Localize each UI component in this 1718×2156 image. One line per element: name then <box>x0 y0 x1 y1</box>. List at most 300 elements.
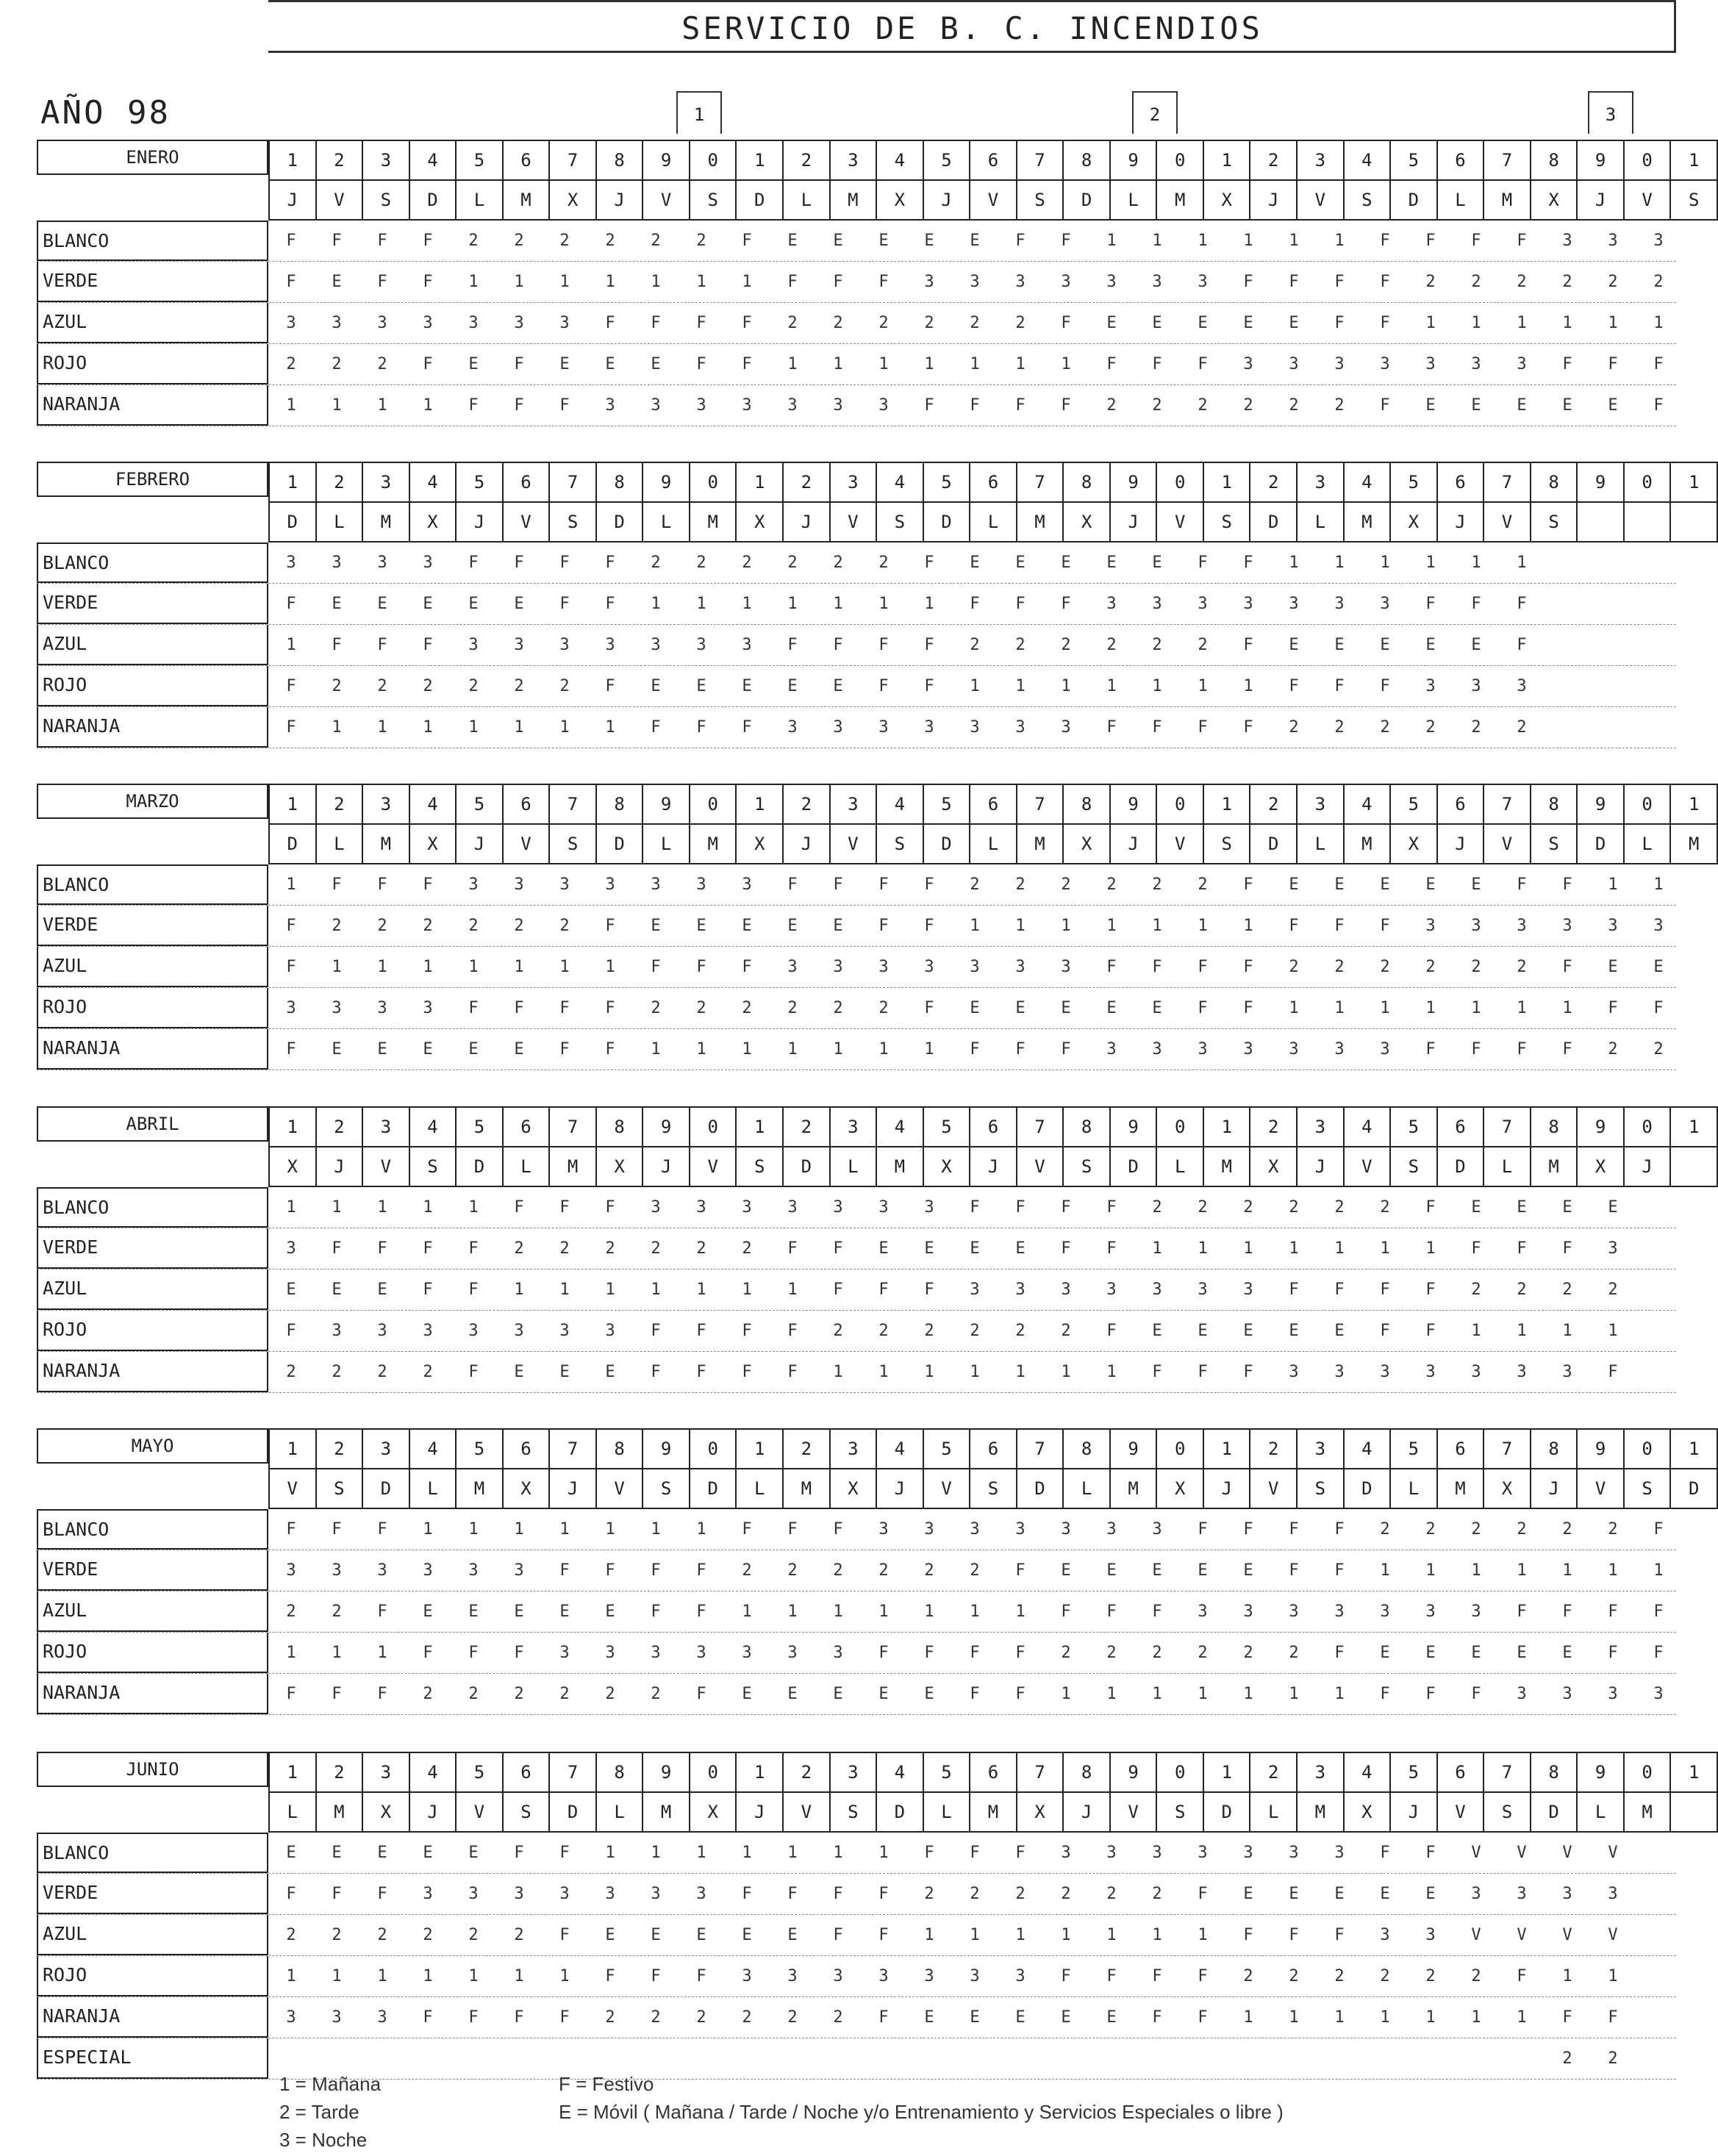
shift-cell: E <box>1289 314 1299 332</box>
weekday-cell: X <box>409 824 457 864</box>
shift-cell: 1 <box>651 1844 661 1862</box>
shift-cell <box>1043 2038 1089 2079</box>
shift-cell: F <box>1015 232 1026 250</box>
team-row <box>37 1956 1676 1997</box>
shift-cell: V <box>1562 1844 1572 1862</box>
weekday-cell: D <box>409 180 457 220</box>
shift-cell: 3 <box>332 554 342 572</box>
shift-cell: 3 <box>286 1561 296 1580</box>
shift-cell: 1 <box>1471 314 1481 332</box>
shift-cell: F <box>1015 1644 1026 1662</box>
shift-cell: E <box>377 1281 387 1299</box>
shift-cell: F <box>970 396 980 415</box>
shift-cell: 3 <box>1106 1040 1117 1059</box>
shift-cell: 3 <box>651 396 661 415</box>
day-grid <box>268 1428 1718 1509</box>
shift-cell: 3 <box>1471 1885 1481 1903</box>
shift-cell: 3 <box>833 1644 843 1662</box>
weekday-cell: V <box>1437 1792 1484 1832</box>
shift-cell: F <box>1562 1602 1572 1621</box>
shift-cell: E <box>1562 396 1572 415</box>
shift-cell: 2 <box>332 1926 342 1944</box>
day-number-cell: 0 <box>690 1752 737 1792</box>
shift-cell: 2 <box>1334 1198 1345 1217</box>
shift-cell: 2 <box>1289 958 1299 976</box>
shift-cell: 3 <box>742 1198 752 1217</box>
shift-cell: 2 <box>1106 1885 1117 1903</box>
shift-cell: 2 <box>651 999 661 1017</box>
day-number-cell: 6 <box>503 462 550 502</box>
day-number-cell: 8 <box>596 462 643 502</box>
shift-cell: E <box>332 595 342 613</box>
weekday-cell: X <box>1063 502 1110 542</box>
shift-cell: 2 <box>1425 1520 1436 1539</box>
day-number-cell: 7 <box>549 462 596 502</box>
shift-cell: F <box>833 875 843 894</box>
day-number-row <box>269 784 1717 824</box>
year-label: AÑO 98 <box>40 94 171 132</box>
shift-cell: F <box>1198 1520 1208 1539</box>
shift-cell: F <box>286 917 296 935</box>
day-grid <box>268 1106 1718 1187</box>
team-row <box>37 947 1676 988</box>
shift-cell: F <box>833 1520 843 1539</box>
shift-cell: E <box>1334 636 1345 654</box>
shift-cell: F <box>1380 273 1390 291</box>
shift-cell: 3 <box>1015 718 1026 737</box>
shift-cell: E <box>514 1363 524 1381</box>
day-number-cell: 2 <box>783 1107 830 1147</box>
legend-item-2: 2 = Tarde <box>279 2101 359 2123</box>
shift-cell: 3 <box>1015 958 1026 976</box>
shift-cell: 3 <box>286 554 296 572</box>
shift-cell: 2 <box>559 1239 570 1258</box>
shift-cell: 1 <box>787 595 798 613</box>
weekday-cell: V <box>643 180 690 220</box>
shift-cell: 2 <box>970 1561 980 1580</box>
shift-cell: 2 <box>468 677 479 695</box>
team-row <box>37 1874 1676 1915</box>
shift-cell: F <box>696 314 706 332</box>
shift-cell: 1 <box>423 396 433 415</box>
shift-cell: 3 <box>1289 1602 1299 1621</box>
shift-cell: 2 <box>1562 2049 1572 2068</box>
shift-cell: 3 <box>1562 917 1572 935</box>
day-number-cell: 3 <box>1297 784 1344 824</box>
weekday-cell: V <box>1624 180 1671 220</box>
weekday-cell: J <box>1531 1469 1578 1508</box>
day-number-cell: 8 <box>1063 1752 1110 1792</box>
day-number-cell: 1 <box>1670 140 1717 180</box>
shift-cell: 2 <box>1608 2049 1618 2068</box>
shift-cell: 1 <box>742 273 752 291</box>
team-label: NARANJA <box>37 385 268 426</box>
shift-cell: F <box>651 958 661 976</box>
shift-cell: 3 <box>559 636 570 654</box>
shift-cell: E <box>1061 554 1071 572</box>
weekday-cell: L <box>1437 180 1484 220</box>
shift-cell: 2 <box>1334 958 1345 976</box>
shift-cell: 3 <box>1106 595 1117 613</box>
shift-cell: 1 <box>332 718 342 737</box>
day-number-cell: 6 <box>503 1107 550 1147</box>
shift-cell: E <box>468 1844 479 1862</box>
shift-cell: 1 <box>651 1520 661 1539</box>
shift-cell: 3 <box>332 2008 342 2027</box>
day-number-cell: 9 <box>1577 1107 1624 1147</box>
shift-cell: 3 <box>1289 1040 1299 1059</box>
day-number-cell: 4 <box>876 1752 923 1792</box>
day-number-cell: 8 <box>596 140 643 180</box>
shift-cell: 1 <box>468 1198 479 1217</box>
weekday-row <box>269 1147 1717 1186</box>
shift-cell: E <box>833 917 843 935</box>
shift-cell: 2 <box>1152 875 1162 894</box>
shift-cell: F <box>1562 355 1572 373</box>
shift-cell <box>1545 584 1590 624</box>
shift-cell: E <box>1380 875 1390 894</box>
month-name: MAYO <box>37 1428 268 1464</box>
weekday-cell: D <box>362 1469 409 1508</box>
shift-cell: 3 <box>559 1644 570 1662</box>
shift-cell: E <box>1152 999 1162 1017</box>
weekday-cell: J <box>1110 824 1157 864</box>
shift-cell <box>1408 2038 1453 2079</box>
shift-cell: F <box>924 636 934 654</box>
day-number-cell: 3 <box>1297 1752 1344 1792</box>
team-label: BLANCO <box>37 1509 268 1550</box>
shift-cell: 2 <box>1608 273 1618 291</box>
weekday-cell: M <box>1531 1147 1578 1186</box>
shift-cell <box>1590 625 1636 665</box>
shift-cell: F <box>1243 718 1253 737</box>
shift-cell <box>1225 2038 1271 2079</box>
shift-cell: F <box>1015 595 1026 613</box>
shift-cell: 2 <box>1152 1198 1162 1217</box>
team-row <box>37 666 1676 707</box>
shift-cell: 2 <box>468 917 479 935</box>
shift-cell: 2 <box>286 1363 296 1381</box>
shift-cell: 1 <box>559 1281 570 1299</box>
day-number-cell: 6 <box>1437 1752 1484 1792</box>
shift-cell: F <box>1608 355 1618 373</box>
shift-cell: F <box>559 1198 570 1217</box>
weekday-cell: J <box>1390 1792 1437 1832</box>
shift-cell: F <box>1015 1198 1026 1217</box>
team-row <box>37 864 1676 906</box>
weekday-cell: J <box>1063 1792 1110 1832</box>
shift-cell: 2 <box>1517 718 1527 737</box>
weekday-cell: J <box>409 1792 457 1832</box>
shift-cell: 3 <box>1243 595 1253 613</box>
shift-cell: 3 <box>696 875 706 894</box>
shift-cell: 3 <box>1106 1844 1117 1862</box>
shift-cell: 1 <box>742 1040 752 1059</box>
weekday-cell: L <box>643 502 690 542</box>
day-number-cell: 9 <box>1110 1752 1157 1792</box>
team-label: NARANJA <box>37 1674 268 1714</box>
shift-cell: F <box>332 1239 342 1258</box>
shift-cell: 3 <box>423 1322 433 1340</box>
shift-cell: F <box>1243 958 1253 976</box>
weekday-cell: S <box>1156 1792 1203 1832</box>
shift-cell: 2 <box>1289 1967 1299 1985</box>
day-number-cell: 9 <box>643 462 690 502</box>
shift-cell: E <box>514 1602 524 1621</box>
shift-cell: 3 <box>605 1322 615 1340</box>
weekday-cell: D <box>1250 824 1297 864</box>
shift-cell: F <box>878 1885 889 1903</box>
shift-cell: 2 <box>833 1561 843 1580</box>
shift-cell: 1 <box>1289 1685 1299 1703</box>
day-number-cell: 3 <box>830 784 877 824</box>
shift-cell: 1 <box>423 1967 433 1985</box>
weekday-cell: J <box>456 502 503 542</box>
shift-cell <box>405 2038 451 2079</box>
day-number-cell: 5 <box>456 1429 503 1469</box>
shift-cell: E <box>559 1602 570 1621</box>
shift-cell: 2 <box>787 1561 798 1580</box>
shift-cell: E <box>286 1844 296 1862</box>
shift-cell: E <box>651 355 661 373</box>
weekday-cell: L <box>1063 1469 1110 1508</box>
weekday-cell: L <box>269 1792 316 1832</box>
shift-cell: F <box>878 636 889 654</box>
shift-cell: 1 <box>1152 677 1162 695</box>
shift-cell: 3 <box>1517 917 1527 935</box>
weekday-cell: J <box>923 180 970 220</box>
day-number-cell: 1 <box>736 140 783 180</box>
shift-cell: F <box>1061 396 1071 415</box>
day-number-cell: 3 <box>362 784 409 824</box>
shift-cell: 1 <box>1243 1685 1253 1703</box>
weekday-cell: V <box>1297 180 1344 220</box>
day-number-cell: 4 <box>876 784 923 824</box>
team-label: AZUL <box>37 303 268 343</box>
legend-item-3: 3 = Noche <box>279 2129 368 2151</box>
day-number-cell: 5 <box>1390 784 1437 824</box>
weekday-cell: J <box>876 1469 923 1508</box>
day-number-cell: 1 <box>269 462 316 502</box>
shift-cell: 1 <box>1380 554 1390 572</box>
shift-cell: E <box>559 355 570 373</box>
shift-cell: 3 <box>423 554 433 572</box>
shift-cell: E <box>1380 636 1390 654</box>
shift-cell: F <box>696 1561 706 1580</box>
shift-cell: 1 <box>1471 1322 1481 1340</box>
weekday-cell: M <box>1483 180 1531 220</box>
team-label: AZUL <box>37 947 268 987</box>
shift-cell: F <box>924 677 934 695</box>
shift-cell: 2 <box>696 2008 706 2027</box>
shift-cell: 1 <box>1562 1322 1572 1340</box>
shift-cell: 2 <box>468 232 479 250</box>
shift-cell: F <box>1061 1602 1071 1621</box>
weekday-cell: D <box>596 824 643 864</box>
shift-cell: F <box>286 1885 296 1903</box>
team-row <box>37 988 1676 1029</box>
weekday-cell: V <box>362 1147 409 1186</box>
shift-cell: F <box>878 273 889 291</box>
shift-cell: 1 <box>1061 1926 1071 1944</box>
shift-cell: 2 <box>833 999 843 1017</box>
shift-cell: F <box>1334 273 1345 291</box>
shift-cell: 1 <box>1653 1561 1664 1580</box>
shift-cell: 1 <box>468 1967 479 1985</box>
shift-cell: F <box>1243 636 1253 654</box>
shift-cell: F <box>605 1967 615 1985</box>
weekday-cell: X <box>362 1792 409 1832</box>
weekday-cell: D <box>269 824 316 864</box>
shift-cell: F <box>651 1967 661 1985</box>
shift-cell: 2 <box>514 917 524 935</box>
shift-cell: 1 <box>1289 999 1299 1017</box>
day-number-cell: 2 <box>1250 784 1297 824</box>
shift-cell: 1 <box>924 1040 934 1059</box>
weekday-cell: V <box>503 502 550 542</box>
day-number-cell: 1 <box>1670 784 1717 824</box>
weekday-cell: S <box>970 1469 1017 1508</box>
weekday-cell: J <box>643 1147 690 1186</box>
weekday-cell: M <box>970 1792 1017 1832</box>
shift-cell: 3 <box>1015 273 1026 291</box>
shift-cell: 1 <box>1289 2008 1299 2027</box>
shift-cell: E <box>1425 875 1436 894</box>
shift-cell: F <box>742 1363 752 1381</box>
shift-cell: 2 <box>423 677 433 695</box>
shift-cell <box>861 2038 906 2079</box>
team-label: AZUL <box>37 1269 268 1310</box>
team-row <box>37 1029 1676 1070</box>
weekday-cell: V <box>596 1469 643 1508</box>
shift-cell: 3 <box>742 875 752 894</box>
shift-cell: F <box>1562 2008 1572 2027</box>
day-number-row <box>269 462 1717 502</box>
weekday-cell: M <box>503 180 550 220</box>
day-number-cell: 8 <box>1531 784 1578 824</box>
shift-cell: 1 <box>1334 554 1345 572</box>
shift-cell: E <box>605 1602 615 1621</box>
team-label: ROJO <box>37 1311 268 1351</box>
day-number-cell: 9 <box>643 140 690 180</box>
shift-cell: F <box>696 1602 706 1621</box>
shift-cell: E <box>377 595 387 613</box>
shift-cell: F <box>468 999 479 1017</box>
shift-cell: 3 <box>742 396 752 415</box>
day-number-cell: 1 <box>736 1107 783 1147</box>
shift-cell: F <box>1380 1844 1390 1862</box>
shift-cell: 2 <box>924 1885 934 1903</box>
shift-cell: 2 <box>1198 1198 1208 1217</box>
shift-cell: F <box>833 1926 843 1944</box>
shift-cell: F <box>1061 232 1071 250</box>
shift-cell: 2 <box>651 1239 661 1258</box>
day-number-cell: 6 <box>1437 1429 1484 1469</box>
shift-cell: 3 <box>1517 677 1527 695</box>
shift-cell: F <box>1334 1281 1345 1299</box>
shift-cell: E <box>1471 1644 1481 1662</box>
shift-cell: E <box>787 1926 798 1944</box>
shift-cell: 2 <box>1061 875 1071 894</box>
shift-cell: 2 <box>878 1561 889 1580</box>
shift-cell: 3 <box>651 636 661 654</box>
day-number-cell: 5 <box>923 462 970 502</box>
weekday-cell: S <box>1344 180 1391 220</box>
shift-cell: 3 <box>970 1967 980 1985</box>
shift-cell: F <box>1061 595 1071 613</box>
shift-cell <box>1499 2038 1545 2079</box>
shift-cell: 3 <box>1198 1281 1208 1299</box>
shift-cell: E <box>1061 2008 1071 2027</box>
shift-cell: F <box>1015 1040 1026 1059</box>
shift-cell <box>1134 2038 1180 2079</box>
shift-cell: 3 <box>1380 1363 1390 1381</box>
shift-cell: 3 <box>514 636 524 654</box>
weekday-cell: V <box>503 824 550 864</box>
shift-cell: E <box>1198 314 1208 332</box>
shift-cell: 1 <box>1517 999 1527 1017</box>
shift-cell: 1 <box>924 1363 934 1381</box>
shift-cell <box>1636 1956 1681 1996</box>
shift-cell: F <box>742 718 752 737</box>
weekday-cell <box>1670 1147 1717 1186</box>
day-number-cell: 6 <box>503 140 550 180</box>
day-number-cell: 4 <box>1344 1107 1391 1147</box>
shift-cell: 1 <box>514 958 524 976</box>
shift-cell: 1 <box>1061 677 1071 695</box>
day-number-cell: 2 <box>1250 1752 1297 1792</box>
shift-cell: 1 <box>878 1363 889 1381</box>
shift-cell: F <box>1517 636 1527 654</box>
shift-cell: E <box>1471 875 1481 894</box>
turn-marker-3: 3 <box>1588 91 1633 134</box>
shift-cell: F <box>1152 355 1162 373</box>
shift-cell: 1 <box>1425 2008 1436 2027</box>
shift-cell: 1 <box>787 355 798 373</box>
shift-cell: 3 <box>1653 232 1664 250</box>
shift-cell: E <box>1334 1885 1345 1903</box>
shift-cell <box>1362 2038 1408 2079</box>
shift-cell: 3 <box>1653 917 1664 935</box>
day-number-cell: 4 <box>876 140 923 180</box>
team-row <box>37 542 1676 584</box>
day-number-cell: 0 <box>1156 1752 1203 1792</box>
shift-cell: 2 <box>1198 636 1208 654</box>
day-number-cell: 4 <box>1344 784 1391 824</box>
team-rows <box>37 542 1676 748</box>
shift-cell: F <box>1152 718 1162 737</box>
shift-cell: 1 <box>1653 314 1664 332</box>
shift-cell: 2 <box>1425 1967 1436 1985</box>
shift-cell: 2 <box>1243 1198 1253 1217</box>
day-number-cell: 1 <box>1203 140 1250 180</box>
shift-cell: F <box>1653 355 1664 373</box>
team-row <box>37 1674 1676 1715</box>
shift-cell: V <box>1471 1844 1481 1862</box>
shift-cell: 3 <box>1380 355 1390 373</box>
shift-cell: F <box>1517 1239 1527 1258</box>
shift-cell: 2 <box>377 917 387 935</box>
shift-cell: F <box>1198 1967 1208 1985</box>
weekday-cell: V <box>783 1792 830 1832</box>
shift-cell: E <box>833 232 843 250</box>
day-number-cell: 9 <box>643 1429 690 1469</box>
shift-cell: F <box>1653 1520 1664 1539</box>
day-number-cell: 0 <box>1624 462 1671 502</box>
shift-cell: 1 <box>559 273 570 291</box>
weekday-cell: S <box>1390 1147 1437 1186</box>
weekday-cell: X <box>830 1469 877 1508</box>
